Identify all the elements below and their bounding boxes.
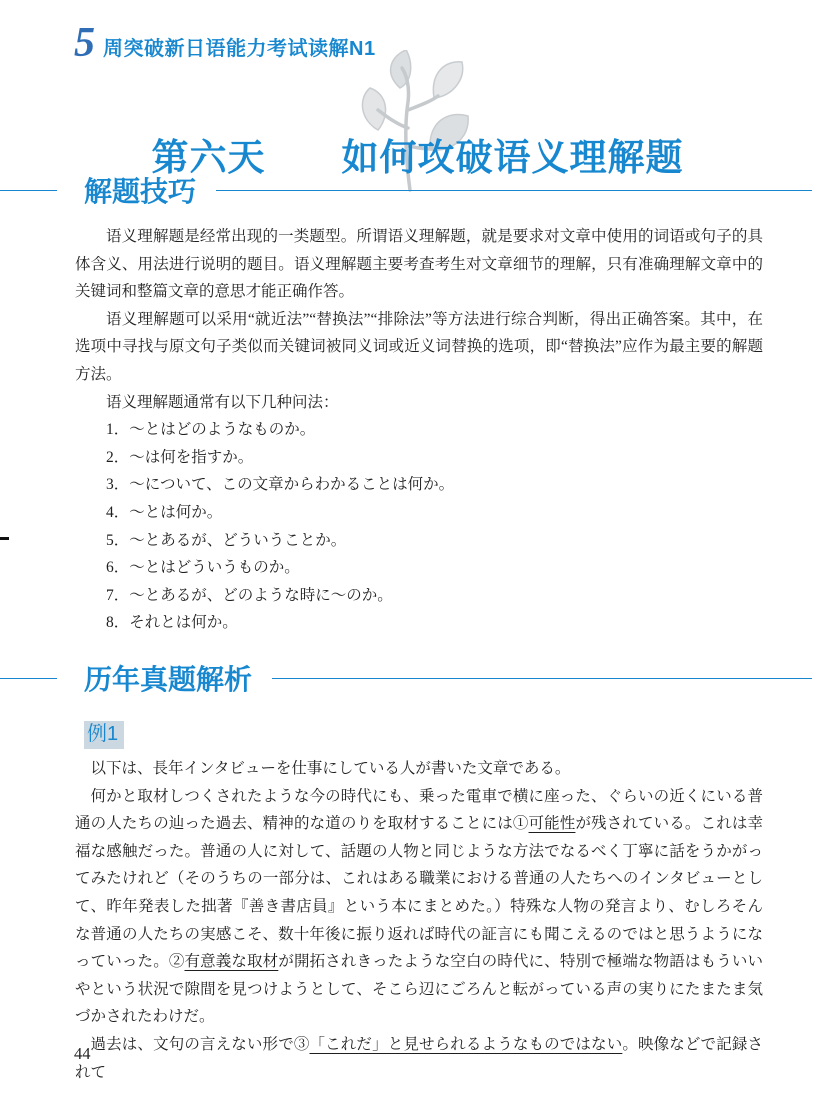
registration-mark — [0, 537, 9, 540]
passage-paragraph — [75, 1031, 763, 1086]
passage-text: が開拓されきったような空白の時代に、特別で極端な物語はもういいやという状況で隙間を見つけようとして、そこら辺にごろんと転がっている声の実りにたまたま気づかされたわけだ。 — [75, 953, 763, 1026]
technique-paragraph: 语义理解题可以采用“就近法”“替换法”“排除法”等方法进行综合判断，得出正确答案。其中，在选项中寻找与原文句子类似而关键词被同义词或近义词替换的选项，即“替换法”应作为最主要的解题方法。 — [75, 310, 763, 383]
heading-rule-left — [0, 190, 57, 191]
example-1-label: 例1 — [84, 721, 124, 749]
passage-text: 何かと取材しつくされたような今の時代にも、乗った電車で横に座った、ぐらいの近くにいる普通の人たちの辿った過去、精神的な道のりを取材することには① — [75, 787, 763, 833]
example-label-wrap — [84, 721, 124, 749]
heading-rule-right — [216, 190, 812, 191]
question-type-item: 2．～は何を指すか。 — [106, 448, 254, 466]
question-type-item: 3．～について、この文章からわかることは何か。 — [106, 476, 455, 494]
heading-rule-right — [272, 678, 812, 679]
question-type-list — [75, 416, 763, 637]
technique-paragraph: 语义理解题是经常出现的一类题型。所谓语义理解题，就是要求对文章中使用的词语或句子的具体含义、用法进行说明的题目。语义理解题主要考查考生对文章细节的理解，只有准确理解文章中的关键词和整篇文章的意思才能正确作答。 — [75, 228, 763, 301]
passage-text: 。映像などで記録されて — [75, 1035, 763, 1081]
running-head — [74, 22, 376, 64]
section1-heading-text: 解题技巧 — [84, 176, 197, 207]
technique-body — [75, 223, 763, 637]
series-number: 5 — [74, 20, 95, 66]
question-type-item: 6．～とはどういうものか。 — [106, 559, 300, 577]
passage-text: 過去は、文句の言えない形で③ — [90, 1035, 310, 1053]
question-type-item: 5．～とあるが、どういうことか。 — [106, 531, 347, 549]
underlined-phrase: 可能性 — [528, 815, 576, 833]
question-type-item: 1．～とはどのようなものか。 — [106, 421, 316, 439]
section-heading-past-exams — [0, 658, 835, 698]
section2-heading-text: 历年真题解析 — [84, 664, 253, 695]
underlined-phrase: 「これだ」と見せられるようなものではない — [309, 1035, 623, 1053]
series-title: 周突破新日语能力考试读解N1 — [103, 38, 376, 60]
passage-text: 以下は、長年インタビューを仕事にしている人が書いた文章である。 — [90, 760, 571, 777]
chapter-title: 第六天 如何攻破语义理解题 — [151, 136, 684, 178]
passage-paragraph — [75, 783, 763, 1031]
question-type-item: 4．～とは何か。 — [106, 503, 223, 521]
passage-text: が残されている。これは幸福な感触だった。普通の人に対して、話題の人物と同じような方法でなるべく丁寧に話をうかがってみたけれど（そのうちの一部分は、これはある職業における普通の人たちへのインタビューとして、昨年発表した拙著『善き書店員』という本にまとめた。）特殊な人物の発言より、むしろそんな普通の人たちの実感こそ、数十年後に振り返れば時代の証言にも聞こえるのではと思うようになっていった。② — [75, 815, 763, 971]
question-types-intro: 语义理解题通常有以下几种问法： — [106, 393, 339, 411]
question-type-item: 7．～とあるが、どのような時に～のか。 — [106, 586, 393, 604]
question-type-item: 8．それとは何か。 — [106, 614, 238, 632]
heading-rule-left — [0, 678, 57, 679]
passage-body — [75, 755, 763, 1086]
underlined-phrase: 有意義な取材 — [184, 953, 279, 971]
section-heading-technique — [0, 170, 835, 210]
passage-paragraph — [75, 755, 763, 783]
page-number: 44 — [74, 1044, 91, 1063]
